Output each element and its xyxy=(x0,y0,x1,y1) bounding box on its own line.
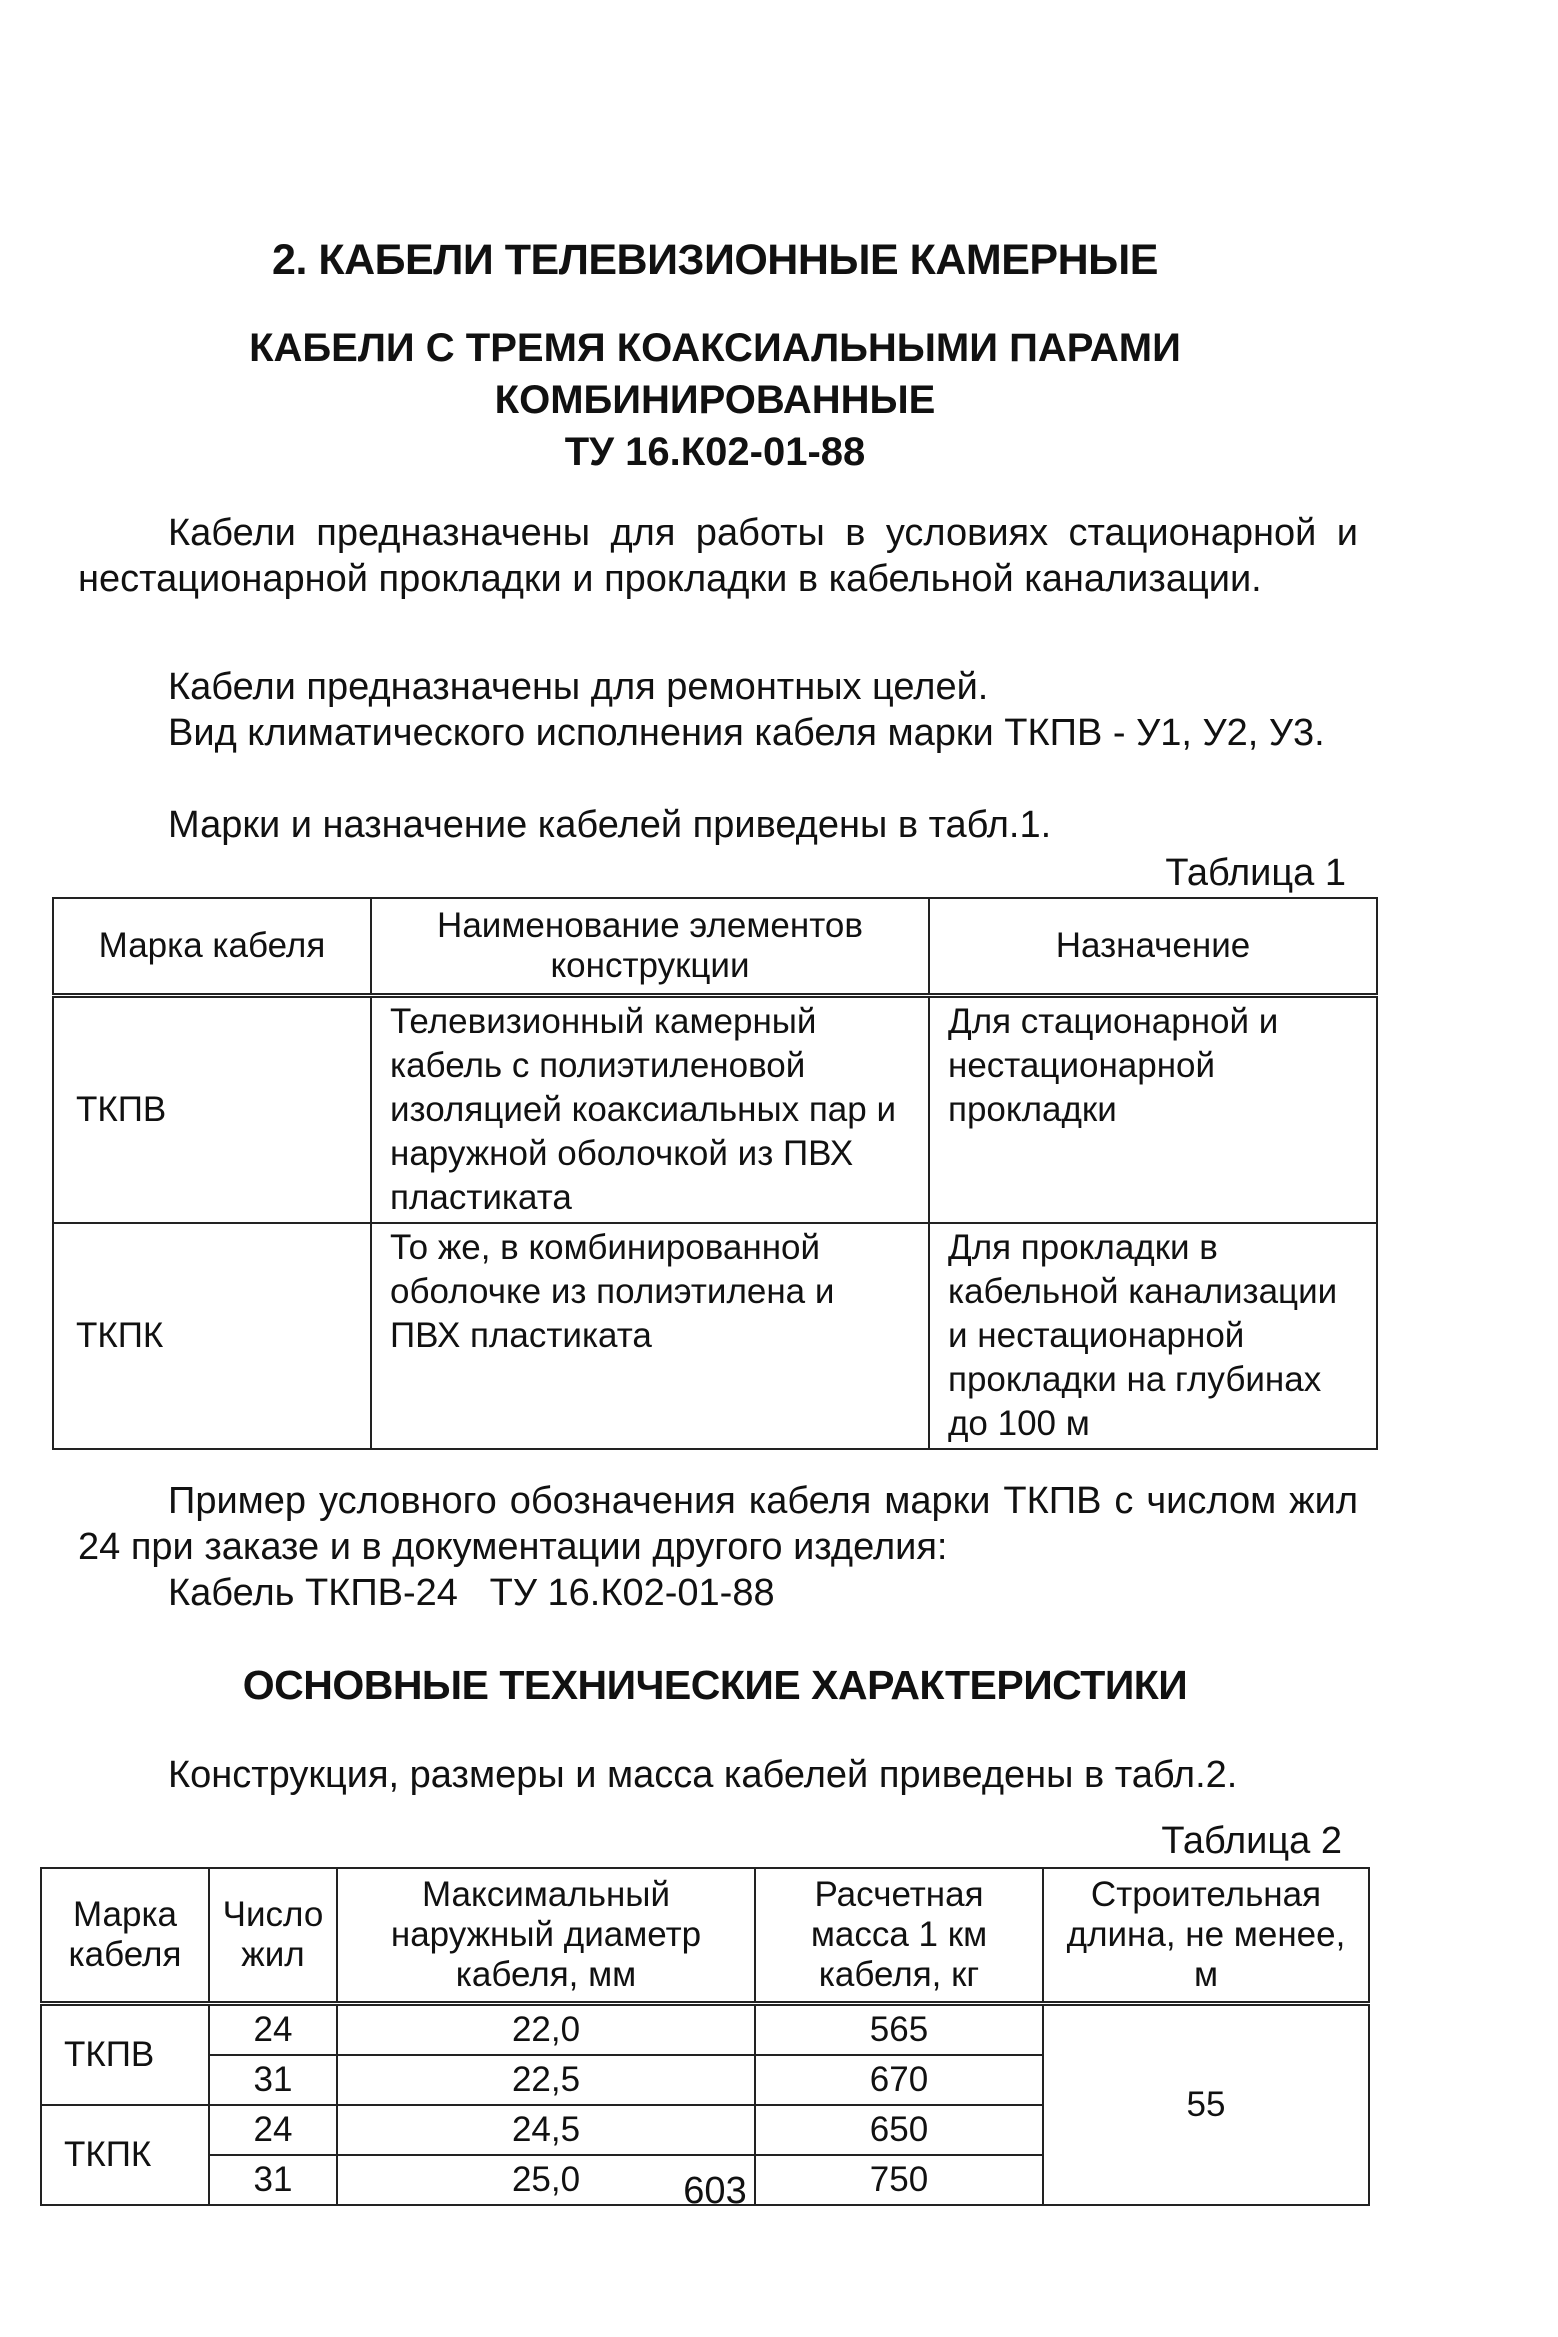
paragraph-purpose: Кабели предназначены для работы в условиях стационарной и нестационарной прокладки и прокладки в кабельной канализации. xyxy=(78,512,1358,600)
table-row xyxy=(53,1223,1377,1449)
table1-caption: Таблица 1 xyxy=(1165,852,1346,894)
table2-cell-mass: 565 xyxy=(755,2004,1043,2056)
table1-header-construction: Наименование элементов конструкции xyxy=(371,898,929,996)
table1-cell-brand: ТКПК xyxy=(53,1223,371,1449)
table2-cell-cores: 24 xyxy=(209,2105,337,2155)
table2-cell-cores: 24 xyxy=(209,2004,337,2056)
table1-cell-construction: То же, в комбинированной оболочке из полиэтилена и ПВХ пластиката xyxy=(371,1223,929,1449)
table-1 xyxy=(52,897,1378,1450)
table2-cell-mass: 750 xyxy=(755,2155,1043,2205)
table1-header-row xyxy=(53,898,1377,996)
section-title: 2. КАБЕЛИ ТЕЛЕВИЗИОННЫЕ КАМЕРНЫЕ xyxy=(272,236,1158,284)
example-designation: Кабель ТКПВ-24 ТУ 16.К02-01-88 xyxy=(168,1572,775,1614)
subtitle-block xyxy=(0,322,1430,478)
paragraph-example: Пример условного обозначения кабеля марки ТКПВ с числом жил 24 при заказе и в документации другого изделия: xyxy=(78,1480,1358,1568)
table2-header-brand: Марка кабеля xyxy=(41,1868,209,2004)
subtitle-line-2: КОМБИНИРОВАННЫЕ xyxy=(494,378,936,422)
table2-caption: Таблица 2 xyxy=(1161,1820,1342,1862)
table-row xyxy=(53,996,1377,1224)
table2-cell-mass: 670 xyxy=(755,2055,1043,2105)
table2-header-mass: Расчетная масса 1 км кабеля, кг xyxy=(755,1868,1043,2004)
page-number: 603 xyxy=(683,2170,747,2212)
table-2 xyxy=(40,1867,1370,2206)
table1-cell-construction: Телевизионный камерный кабель с полиэтиленовой изоляцией коаксиальных пар и наружной оболочкой из ПВХ пластиката xyxy=(371,996,929,1224)
table2-header-length: Строительная длина, не менее, м xyxy=(1043,1868,1369,2004)
table2-cell-diameter: 24,5 xyxy=(337,2105,755,2155)
tech-intro: Конструкция, размеры и масса кабелей приведены в табл.2. xyxy=(168,1754,1238,1796)
subtitle-line-3: ТУ 16.К02-01-88 xyxy=(564,430,866,474)
table2-cell-brand: ТКПК xyxy=(41,2105,209,2205)
table-row xyxy=(41,2004,1369,2056)
subtitle-line-1: КАБЕЛИ С ТРЕМЯ КОАКСИАЛЬНЫМИ ПАРАМИ xyxy=(249,326,1181,370)
table2-cell-diameter: 22,5 xyxy=(337,2055,755,2105)
table1-cell-purpose: Для стационарной и нестационарной прокладки xyxy=(929,996,1377,1224)
table1-header-purpose: Назначение xyxy=(929,898,1377,996)
table2-cell-diameter: 25,0 xyxy=(337,2155,755,2205)
tech-heading: ОСНОВНЫЕ ТЕХНИЧЕСКИЕ ХАРАКТЕРИСТИКИ xyxy=(242,1662,1188,1708)
table2-header-cores: Число жил xyxy=(209,1868,337,2004)
table2-cell-brand: ТКПВ xyxy=(41,2004,209,2106)
table1-header-brand: Марка кабеля xyxy=(53,898,371,996)
paragraph-table-ref: Марки и назначение кабелей приведены в табл.1. xyxy=(168,804,1052,846)
table2-cell-mass: 650 xyxy=(755,2105,1043,2155)
table2-cell-cores: 31 xyxy=(209,2155,337,2205)
table2-cell-length: 55 xyxy=(1043,2004,1369,2206)
table2-cell-diameter: 22,0 xyxy=(337,2004,755,2056)
table1-cell-brand: ТКПВ xyxy=(53,996,371,1224)
paragraph-climate: Вид климатического исполнения кабеля марки ТКПВ - У1, У2, У3. xyxy=(168,712,1325,754)
table2-cell-cores: 31 xyxy=(209,2055,337,2105)
paragraph-repair: Кабели предназначены для ремонтных целей. xyxy=(168,666,989,708)
table1-cell-purpose: Для прокладки в кабельной канализации и нестационарной прокладки на глубинах до 100 м xyxy=(929,1223,1377,1449)
table2-header-row xyxy=(41,1868,1369,2004)
table2-header-diameter: Максимальный наружный диаметр кабеля, мм xyxy=(337,1868,755,2004)
